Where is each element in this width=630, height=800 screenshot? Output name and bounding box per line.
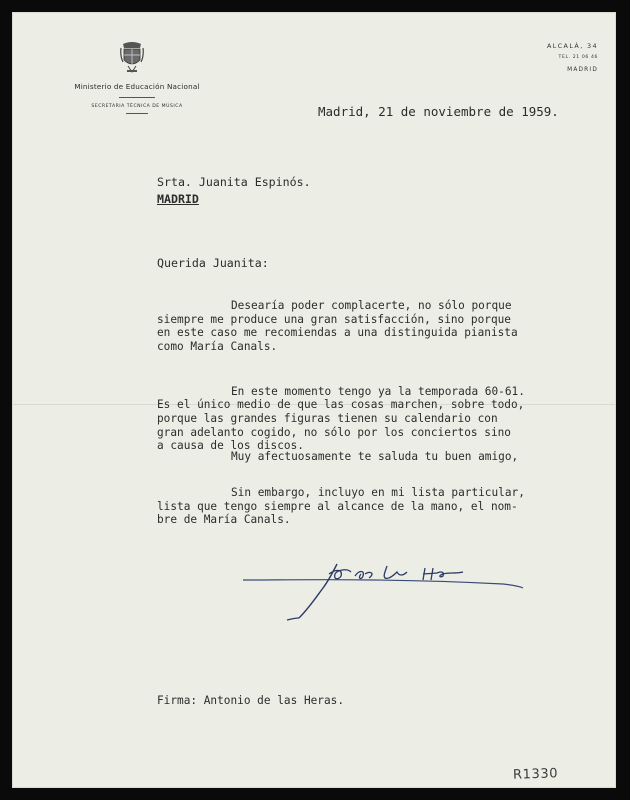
body-line: Desearía poder complacerte, no sólo porque (231, 299, 512, 313)
letter-page (12, 12, 616, 788)
letterhead-right (508, 40, 598, 76)
letter-body (157, 272, 525, 560)
archive-number: R1330 (512, 766, 559, 783)
department-name: SECRETARIA TÉCNICA DE MÚSICA (91, 104, 183, 109)
body-line: como María Canals. (157, 339, 278, 353)
closing-line: Muy afectuosamente te saluda tu buen amigo, (231, 450, 519, 463)
body-line: En este momento tengo ya la temporada 60-61. (231, 384, 525, 398)
paragraph-1 (157, 299, 525, 353)
body-line: Sin embargo, incluyo en mi lista particular, (231, 485, 525, 499)
body-line: bre de María Canals. (157, 513, 291, 527)
body-line: porque las grandes figuras tienen su calendario con (157, 411, 498, 425)
letterhead-left (52, 82, 222, 120)
coat-of-arms-icon (120, 40, 144, 74)
letterhead-divider (119, 97, 155, 98)
body-line: en este caso me recomiendas a una distinguida pianista (157, 326, 518, 340)
letterhead-city: MADRID (567, 67, 598, 73)
body-line: a causa de los discos. (157, 439, 304, 453)
letterhead-address: ALCALÁ, 34 (546, 42, 598, 50)
signature-caption: Firma: Antonio de las Heras. (157, 694, 345, 707)
recipient-name: Srta. Juanita Espinós. (157, 175, 311, 189)
letter-date: Madrid, 21 de noviembre de 1959. (318, 104, 559, 119)
paragraph-2 (157, 385, 525, 453)
recipient-city: MADRID (157, 192, 199, 206)
salutation: Querida Juanita: (157, 256, 269, 270)
letterhead-divider-2 (126, 113, 148, 114)
paragraph-3 (157, 486, 525, 527)
body-line: Es el único medio de que las cosas marchen, sobre todo, (157, 398, 525, 412)
ministry-name: Ministerio de Educación Nacional (74, 82, 200, 91)
handwritten-signature (237, 562, 527, 626)
body-line: gran adelanto cogido, no sólo por los conciertos sino (157, 425, 511, 439)
letterhead-phone: TEL. 21 06 46 (558, 55, 598, 60)
body-line: lista que tengo siempre al alcance de la mano, el nom- (157, 499, 518, 513)
body-line: siempre me produce una gran satisfacción, sino porque (157, 312, 511, 326)
